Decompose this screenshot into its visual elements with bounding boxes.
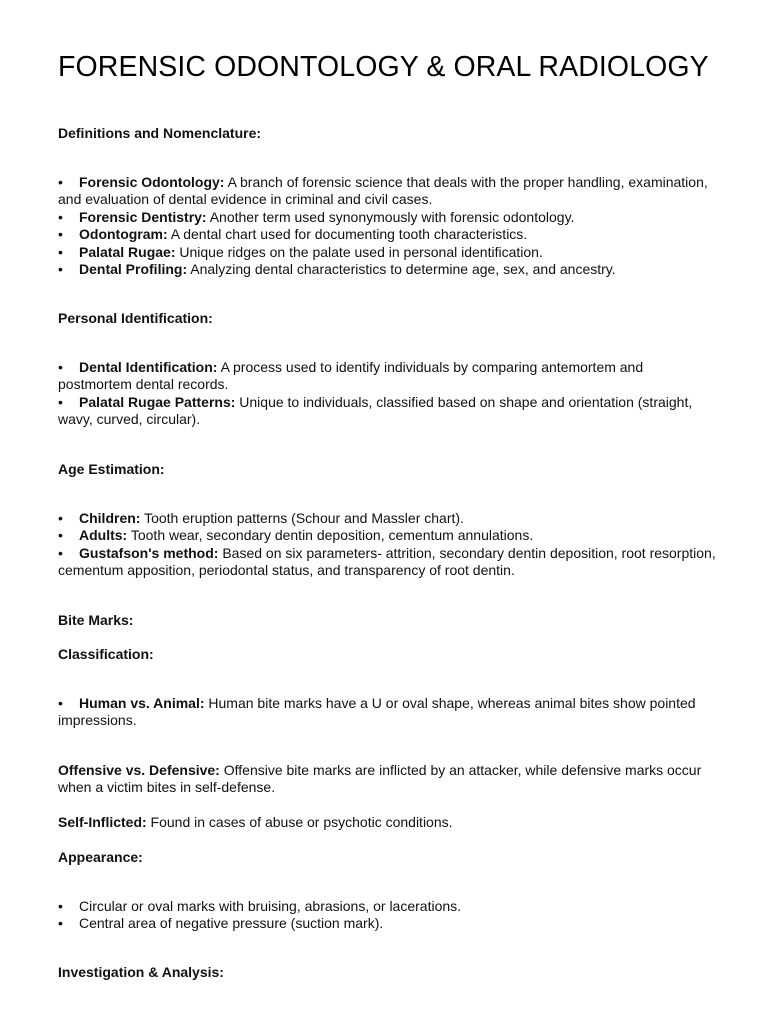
bullet-icon: • [58,174,63,190]
list-item: • Gustafson's method: Based on six parameters- attrition, secondary dentin deposition, root resorption, cementum apposition, periodontal status, and transparency of root dentin. [58,544,716,579]
bullet-icon: • [58,510,63,526]
bullet-icon: • [58,226,63,243]
age-estimation-heading: Age Estimation: [58,461,165,477]
bullet-icon: • [58,261,63,278]
list-item: • Circular or oval marks with bruising, abrasions, or lacerations. [58,898,462,914]
list-item: • Human vs. Animal: Human bite marks have a U or oval shape, whereas animal bites show pointed impressions. [58,695,696,729]
list-item: • Central area of negative pressure (suction mark). [58,915,384,932]
self-inflicted-paragraph: Self-Inflicted: Found in cases of abuse or psychotic conditions. [58,814,453,830]
personal-identification-heading: Personal Identification: [58,310,213,326]
classification-list [58,695,718,730]
list-item: • Dental Profiling: Analyzing dental characteristics to determine age, sex, and ancestry. [58,261,616,278]
definitions-list [58,174,718,278]
list-item: • Children: Tooth eruption patterns (Schour and Massler chart). [58,510,464,526]
investigation-heading: Investigation & Analysis: [58,964,224,980]
bullet-icon: • [58,208,63,225]
offensive-paragraph: Offensive vs. Defensive: Offensive bite marks are inflicted by an attacker, while defensive marks occur when a victim bites in self-defense. [58,762,702,796]
document-title: FORENSIC ODONTOLOGY & ORAL RADIOLOGY [58,51,709,83]
bullet-icon: • [58,527,63,544]
bullet-icon: • [58,393,63,410]
list-item: • Odontogram: A dental chart used for documenting tooth characteristics. [58,226,528,243]
bullet-icon: • [58,898,63,914]
classification-heading: Classification: [58,646,154,662]
list-item: • Palatal Rugae: Unique ridges on the palate used in personal identification. [58,243,543,260]
bullet-icon: • [58,544,63,561]
bullet-icon: • [58,695,63,711]
appearance-list [58,898,718,933]
definitions-heading: Definitions and Nomenclature: [58,125,262,141]
appearance-heading: Appearance: [58,849,143,865]
list-item: • Palatal Rugae Patterns: Unique to individuals, classified based on shape and orientation (straight, wavy, curved, circular). [58,393,693,428]
bite-marks-heading: Bite Marks: [58,612,134,628]
list-item: • Dental Identification: A process used to identify individuals by comparing antemortem and postmortem dental records. [58,359,644,393]
list-item: • Forensic Dentistry: Another term used synonymously with forensic odontology. [58,208,575,225]
list-item: • Adults: Tooth wear, secondary dentin deposition, cementum annulations. [58,527,534,544]
age-estimation-list [58,510,718,580]
personal-identification-list [58,359,718,429]
list-item: • Forensic Odontology: A branch of forensic science that deals with the proper handling, examination, and evaluation of dental evidence in criminal and civil cases. [58,174,708,208]
bullet-icon: • [58,243,63,260]
bullet-icon: • [58,915,63,932]
bullet-icon: • [58,359,63,375]
